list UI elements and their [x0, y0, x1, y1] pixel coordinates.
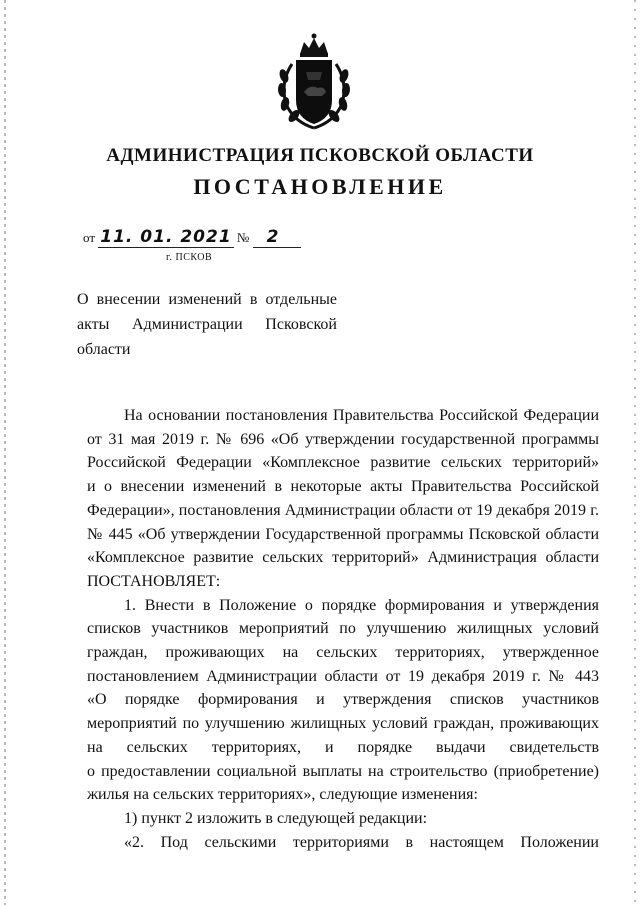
city-label: г. ПСКОВ	[166, 252, 213, 263]
scan-edge-right	[634, 0, 636, 905]
coat-of-arms-icon	[270, 30, 358, 130]
body-line: Российской Федерации «Комплексное развитие сельских территорий»	[87, 454, 599, 472]
body-line: «О порядке формирования и утверждения списков участников	[87, 691, 599, 709]
subject-line: О внесении изменений в отдельные	[77, 291, 337, 308]
body-line: граждан, проживающих на сельских территориях, утвержденное	[87, 644, 599, 662]
body-line: от 31 мая 2019 г. № 696 «Об утверждении государственной программы	[87, 430, 599, 448]
body-line: № 445 «Об утверждении Государственной программы Псковской области	[87, 525, 599, 543]
body-line: «2. Под сельскими территориями в настоящем Положении	[124, 833, 599, 851]
body-line: 1. Внести в Положение о порядке формирования и утверждения	[124, 596, 599, 614]
body-line: и о внесении изменений в некоторые акты Правительства Российской	[87, 478, 599, 496]
body-line: списков участников мероприятий по улучшению жилищных условий	[87, 620, 599, 638]
date-prefix: от	[83, 230, 96, 245]
body-line: «Комплексное развитие сельских территорий» Администрация области	[87, 549, 599, 567]
body-line: жилья на сельских территориях», следующие изменения:	[87, 786, 478, 804]
date-number-line	[83, 227, 301, 248]
document-subject	[77, 287, 337, 362]
body-line: Федерации», постановления Администрации области от 19 декабря 2019 г.	[87, 501, 599, 519]
body-line: постановлением Администрации области от 19 декабря 2019 г. № 443	[87, 667, 599, 685]
organization-title: АДМИНИСТРАЦИЯ ПСКОВСКОЙ ОБЛАСТИ	[106, 145, 534, 166]
body-line: ПОСТАНОВЛЯЕТ:	[87, 572, 221, 590]
body-line: о предоставлении социальной выплаты на строительство (приобретение)	[87, 762, 599, 780]
subject-line: акты Администрации Псковской	[77, 316, 337, 333]
scan-edge-left	[4, 0, 6, 905]
body-line: на сельских территориях, и порядке выдачи свидетельств	[87, 738, 599, 756]
handwritten-date: 11. 01. 2021	[100, 227, 232, 247]
body-line: 1) пункт 2 изложить в следующей редакции:	[124, 809, 428, 827]
document-type-title: ПОСТАНОВЛЕНИЕ	[193, 174, 447, 199]
handwritten-number: 2	[253, 227, 302, 248]
body-line: мероприятий по улучшению жилищных условий граждан, проживающих	[87, 715, 599, 733]
document-body	[87, 404, 599, 854]
body-line: На основании постановления Правительства Российской Федерации	[124, 407, 599, 424]
subject-line: области	[77, 341, 131, 358]
number-prefix: №	[236, 230, 250, 245]
